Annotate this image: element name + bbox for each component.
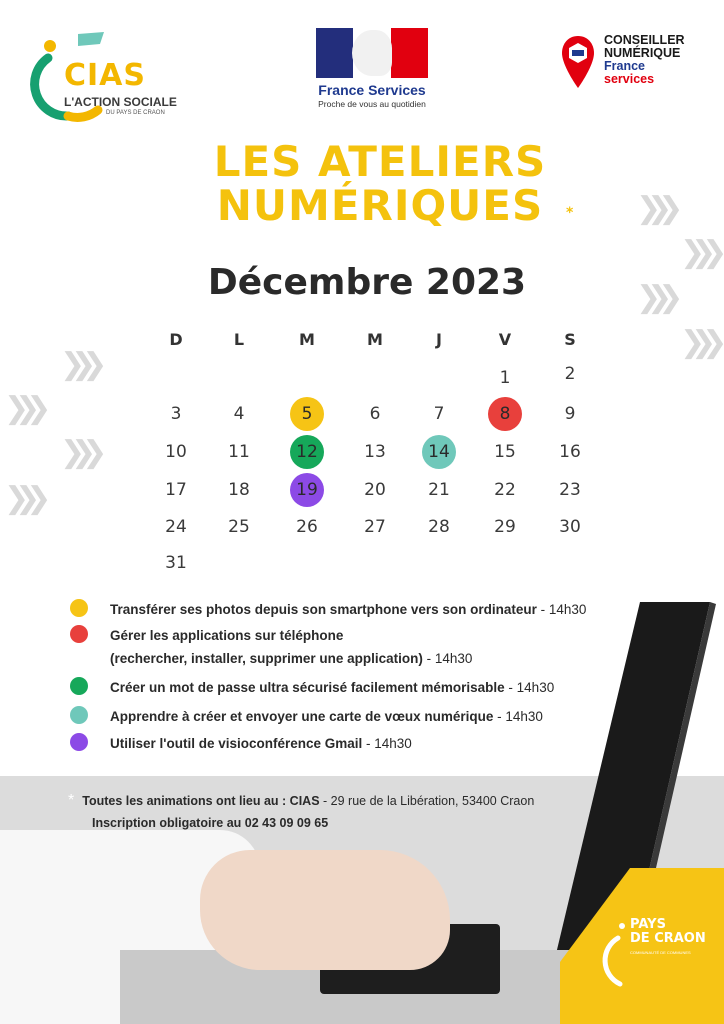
- cias-logo: [28, 28, 178, 124]
- calendar-day-highlighted: 5: [290, 397, 324, 431]
- typing-hands-image: [200, 850, 450, 970]
- weekday-header: J: [436, 330, 442, 349]
- calendar-day: 15: [494, 442, 516, 462]
- legend-item: [70, 732, 412, 755]
- pays-de-craon-logo: [560, 868, 724, 1024]
- month-title: Décembre 2023: [207, 262, 527, 303]
- chevron-decoration-icon: ❯❯❯: [60, 435, 94, 470]
- conseiller-line1: CONSEILLER: [604, 33, 685, 47]
- calendar-day: 6: [369, 404, 381, 424]
- title-star: *: [566, 205, 575, 221]
- calendar-day: 23: [559, 480, 581, 500]
- calendar-day: 30: [559, 517, 581, 537]
- conseiller-numerique-logo: [560, 34, 700, 94]
- calendar-day: 2: [564, 364, 576, 384]
- weekday-header: M: [367, 330, 383, 349]
- legend-label: Apprendre à créer et envoyer une carte de vœux numérique: [110, 709, 494, 724]
- pdc-line1: PAYS: [630, 917, 666, 932]
- calendar-day: 29: [494, 517, 516, 537]
- weekday-header: D: [169, 330, 183, 349]
- legend-item: [70, 598, 586, 621]
- cias-tagline: L'ACTION SOCIALE: [64, 95, 177, 109]
- legend-time: - 14h30: [422, 651, 473, 666]
- weekday-header: M: [299, 330, 315, 349]
- chevron-decoration-icon: ❯❯❯: [4, 391, 38, 426]
- cias-name: CIAS: [64, 58, 147, 93]
- france-services-tagline: Proche de vous au quotidien: [318, 99, 426, 109]
- legend-label-line2: (rechercher, installer, supprimer une application): [110, 651, 423, 666]
- calendar-day: 20: [364, 480, 386, 500]
- legend-time: - 14h30: [536, 602, 587, 617]
- info-star: *: [68, 792, 75, 809]
- calendar-day: 4: [233, 404, 245, 424]
- calendar-day: 21: [428, 480, 450, 500]
- calendar-day: 28: [428, 517, 450, 537]
- legend-label: Utiliser l'outil de visioconférence Gmail: [110, 736, 363, 751]
- legend-time: - 14h30: [504, 680, 555, 695]
- legend-dot: [70, 599, 88, 617]
- calendar-day: 22: [494, 480, 516, 500]
- legend-dot: [70, 625, 88, 643]
- calendar-day: 26: [296, 517, 318, 537]
- legend-label: Créer un mot de passe ultra sécurisé facilement mémorisable: [110, 680, 505, 695]
- info-registration: Inscription obligatoire au 02 43 09 09 65: [92, 816, 329, 830]
- pdc-line2: DE CRAON: [630, 931, 706, 946]
- chevron-decoration-icon: ❯❯❯: [636, 280, 670, 315]
- legend-time: - 14h30: [493, 709, 543, 724]
- calendar-day: 27: [364, 517, 386, 537]
- legend-label: Gérer les applications sur téléphone: [110, 628, 344, 643]
- weekday-header: V: [498, 330, 512, 349]
- conseiller-line2: NUMÉRIQUE: [604, 46, 681, 60]
- legend-dot: [70, 677, 88, 695]
- title-line2: NUMÉRIQUES: [216, 181, 544, 230]
- france-services-logo: [310, 28, 434, 109]
- calendar-day: 1: [499, 368, 511, 388]
- calendar-day-highlighted: 19: [290, 473, 324, 507]
- legend-label: Transférer ses photos depuis son smartphone vers son ordinateur: [110, 602, 537, 617]
- calendar-day: 24: [165, 517, 187, 537]
- location-pin-icon: [560, 34, 596, 92]
- legend-dot: [70, 733, 88, 751]
- legend-item: [70, 705, 543, 728]
- chevron-decoration-icon: ❯❯❯: [680, 325, 714, 360]
- chevron-decoration-icon: ❯❯❯: [636, 191, 670, 226]
- info-address: - 29 rue de la Libération, 53400 Craon: [319, 794, 535, 808]
- calendar-day-highlighted: 8: [488, 397, 522, 431]
- france-services-name: France Services: [318, 82, 426, 98]
- weekday-header: S: [564, 330, 576, 349]
- calendar-day: 11: [228, 442, 250, 462]
- calendar-day: 9: [564, 404, 576, 424]
- calendar-day: 13: [364, 442, 386, 462]
- calendar-day: 10: [165, 442, 187, 462]
- marianne-flag-icon: [316, 28, 428, 78]
- pdc-subtitle: COMMUNAUTÉ DE COMMUNES: [630, 950, 691, 955]
- venue-info: [68, 790, 534, 834]
- info-label: Toutes les animations ont lieu au : CIAS: [82, 794, 320, 808]
- calendar-day-highlighted: 12: [290, 435, 324, 469]
- legend-dot: [70, 706, 88, 724]
- calendar-day: 18: [228, 480, 250, 500]
- title-line1: LES ATELIERS: [213, 137, 547, 186]
- legend-item: [70, 676, 554, 699]
- calendar-day: 16: [559, 442, 581, 462]
- calendar-day: 17: [165, 480, 187, 500]
- chevron-decoration-icon: ❯❯❯: [680, 235, 714, 270]
- weekday-header: L: [233, 330, 245, 349]
- legend-item: [70, 624, 472, 670]
- page-title: [0, 137, 724, 230]
- chevron-decoration-icon: ❯❯❯: [60, 347, 94, 382]
- conseiller-line3: France: [604, 59, 645, 73]
- calendar-day: 31: [165, 553, 187, 573]
- calendar-day: 25: [228, 517, 250, 537]
- calendar-day-highlighted: 14: [422, 435, 456, 469]
- conseiller-line4: services: [604, 72, 655, 86]
- calendar-day: 7: [433, 404, 445, 424]
- chevron-decoration-icon: ❯❯❯: [4, 481, 38, 516]
- cias-subtitle: DU PAYS DE CRAON: [106, 110, 165, 116]
- calendar-day: 3: [170, 404, 182, 424]
- legend-time: - 14h30: [362, 736, 412, 751]
